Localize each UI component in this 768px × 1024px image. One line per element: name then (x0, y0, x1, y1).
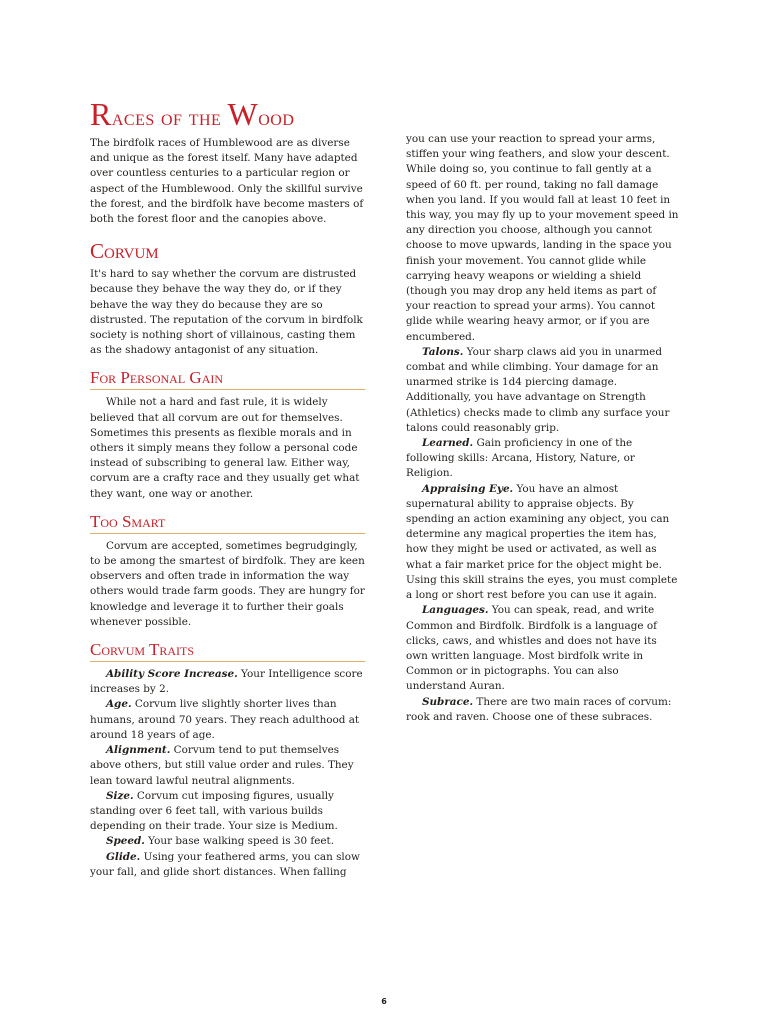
personal-gain-heading: For Personal Gain (90, 368, 365, 390)
corvum-paragraph: It's hard to say whether the corvum are distrusted because they behave the way they do, or if they behave the way they do because they are so distrusted. The reputation of the corvum in birdfolk society is nothing short of villainous, casting them as the shadowy antagonist of any situation. (90, 268, 363, 357)
trait-speed: Speed. Your base walking speed is 30 feet. (106, 835, 335, 848)
trait-talons: Talons. Your sharp claws aid you in unarmed combat and while climbing. Your damage for an unarmed strike is 1d4 piercing damage. Additionally, you have advantage on Strength (Athletics) checks made to climb any surface your talons could reasonably grip. (406, 345, 670, 434)
trait-alignment: Alignment. Corvum tend to put themselves above others, but still value order and rules. They lean toward lawful neutral alignments. (90, 744, 354, 787)
corvum-traits-heading: Corvum Traits (90, 640, 365, 662)
trait-subrace: Subrace. There are two main races of corvum: rook and raven. Choose one of these subraces. (406, 695, 672, 723)
personal-gain-paragraph: While not a hard and fast rule, it is widely believed that all corvum are out for themselves. Sometimes this presents as flexible morals and in others it simply means they follow a personal code instead of subscribing to general law. Either way, corvum are a crafty race and they usually get what they want, one way or another. (90, 396, 360, 500)
trait-glide-continued: you can use your reaction to spread your arms, stiffen your wing feathers, and slow your descent. While doing so, you continue to fall gently at a speed of 60 ft. per round, taking no fall damage when you land. If you would fall at least 10 feet in this way, you may fly up to your movement speed in any direction you choose, although you cannot choose to move upwards, landing in the space you finish your movement. You cannot glide while carrying heavy weapons or wielding a shield (though you may drop any held items as part of your reaction to spread your arms). You cannot glide while wearing heavy armor, or if you are encumbered. (406, 133, 679, 343)
trait-size: Size. Corvum cut imposing figures, usually standing over 6 feet tall, with various builds depending on their trade. Your size is Medium. (90, 789, 338, 833)
too-smart-heading: Too Smart (90, 512, 365, 534)
right-column (406, 132, 681, 725)
trait-ability-score: Ability Score Increase. Your Intelligence score increases by 2. (90, 668, 363, 696)
page-number: 6 (381, 997, 387, 1006)
trait-age: Age. Corvum live slightly shorter lives than humans, around 70 years. They reach adulthood at around 18 years of age. (90, 698, 360, 741)
intro-paragraph: The birdfolk races of Humblewood are as diverse and unique as the forest itself. Many have adapted over countless centuries to a particular region or aspect of the Humblewood. Only the skillful survive the forest, and the birdfolk have become masters of both the forest floor and the canopies above. (90, 137, 364, 226)
corvum-heading: Corvum (90, 239, 159, 264)
trait-languages: Languages. You can speak, read, and write Common and Birdfolk. Birdfolk is a language of clicks, caws, and whistles and does not have its own written language. Most birdfolk write in Common or in pictographs. You can also understand Auran. (406, 604, 657, 693)
trait-learned: Learned. Gain proficiency in one of the following skills: Arcana, History, Nature, or Religion. (406, 437, 635, 480)
trait-appraising-eye: Appraising Eye. You have an almost supernatural ability to appraise objects. By spending an action examining any object, you can determine any magical properties the item has, how they might be used or activated, as well as what a fair market price for the object might be. Using this skill strains the eyes, you must complete a long or short rest before you can use it again. (406, 482, 678, 602)
trait-glide: Glide. Using your feathered arms, you can slow your fall, and glide short distances. When falling (90, 850, 360, 878)
page-title: Races of the Wood (90, 96, 295, 132)
too-smart-paragraph: Corvum are accepted, sometimes begrudgingly, to be among the smartest of birdfolk. They are keen observers and often trade in information the way others would trade farm goods. They are hungry for knowledge and leverage it to further their goals whenever possible. (90, 539, 365, 628)
left-column (90, 96, 365, 880)
